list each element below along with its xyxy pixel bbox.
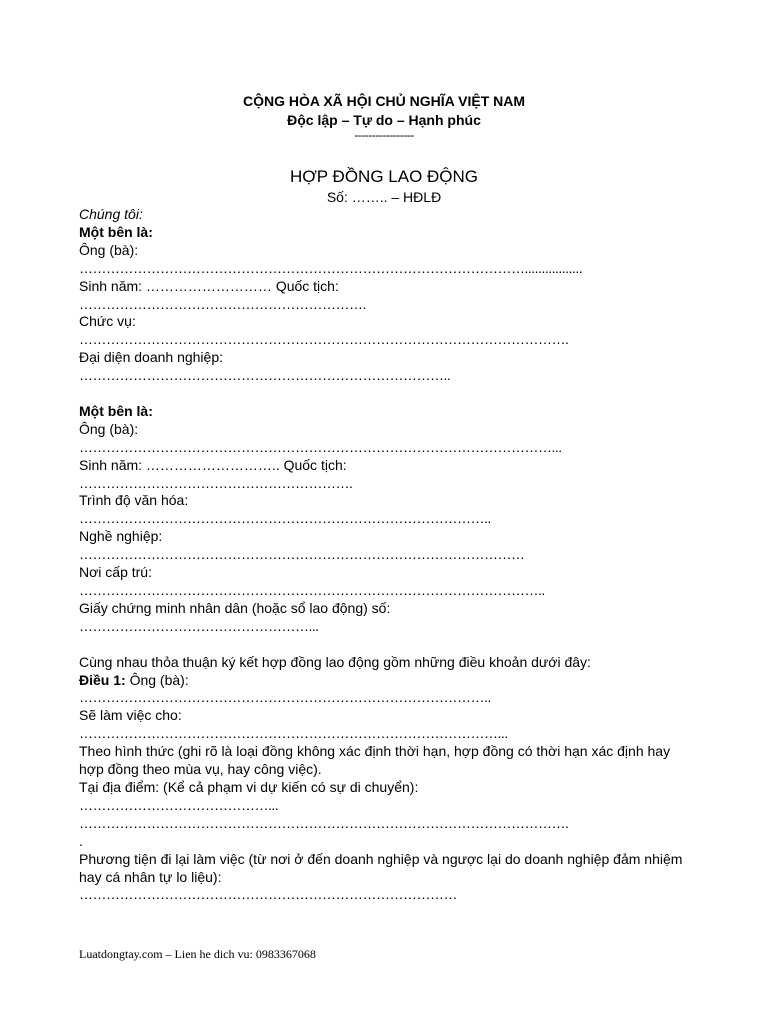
agreement-text: Cùng nhau thỏa thuận ký kết hợp đồng lao động gồm những điều khoản dưới đây: bbox=[79, 653, 591, 670]
party-b-residence-field: ………………………………………………………………………………………….. bbox=[79, 582, 545, 599]
document-title: HỢP ĐỒNG LAO ĐỘNG bbox=[289, 167, 479, 186]
party-a-name-field: ………………………………………………………………………………………................. bbox=[79, 259, 583, 276]
country-heading: CỘNG HÒA XÃ HỘI CHỦ NGHĨA VIỆT NAM bbox=[242, 93, 526, 109]
party-b-job-label: Nghề nghiệp: bbox=[79, 528, 163, 545]
party-a-rep-label: Đại diện doanh nghiệp: bbox=[79, 349, 224, 366]
article-1-place-field-1: ……………………………………... bbox=[79, 796, 279, 813]
article-1-place-field-2: ………………………………………………………………………………………………. bbox=[79, 814, 569, 831]
article-1-workfor-field: …………………………………………………………………………………... bbox=[79, 725, 508, 742]
party-b-id-label: Giấy chứng minh nhân dân (hoặc sổ lao động) số: bbox=[79, 599, 391, 616]
document-number: Số: …….. – HĐLĐ bbox=[326, 189, 442, 205]
article-1-line bbox=[79, 672, 691, 690]
party-b-education-label: Trình độ văn hóa: bbox=[79, 492, 189, 509]
article-1-name-label: Ông (bà): bbox=[125, 671, 189, 688]
document-body bbox=[79, 206, 691, 904]
article-1-form-text: Theo hình thức (ghi rõ là loại đồng không xác định thời hạn, hợp đồng có thời hạn xác định hay hợp đồng theo mùa vụ, hay công việc). bbox=[79, 743, 671, 778]
party-a-nationality-field: ………………………………………………………. bbox=[79, 295, 366, 312]
article-1-transport-text: Phương tiện đi lại làm việc (từ nơi ở đến doanh nghiệp và ngược lại do doanh nghiệp đảm nhiệm hay cá nhân tự lo liệu): bbox=[79, 850, 683, 885]
article-1-name-field: ……………………………………………………………………………….. bbox=[79, 689, 491, 706]
party-a-birth-label: Sinh năm: ……………………… Quốc tịch: bbox=[79, 277, 339, 294]
party-b-heading: Một bên là: bbox=[79, 402, 153, 419]
article-1-transport-field: ………………………………………………………………………… bbox=[79, 886, 457, 903]
party-b-id-field: ……………………………………………... bbox=[79, 617, 319, 634]
article-1-place-label: Tại địa điểm: (Kể cả phạm vi dự kiến có sự di chuyển): bbox=[79, 778, 419, 795]
party-a-name-label: Ông (bà): bbox=[79, 241, 139, 258]
intro-text: Chúng tôi: bbox=[79, 206, 143, 222]
spacer bbox=[79, 636, 691, 654]
party-b-residence-label: Nơi cấp trú: bbox=[79, 564, 152, 581]
header-rule: ----------------- bbox=[354, 128, 414, 142]
spacer bbox=[79, 385, 691, 403]
motto-heading: Độc lập – Tự do – Hạnh phúc bbox=[287, 112, 481, 128]
party-a-rep-field: ……………………………………………………………………….. bbox=[79, 367, 451, 384]
party-a-position-label: Chức vụ: bbox=[79, 313, 136, 330]
article-1-workfor-label: Sẽ làm việc cho: bbox=[79, 707, 182, 724]
party-b-nationality-field: ……………………………………………………. bbox=[79, 474, 353, 491]
party-b-name-field: ……………………………………………………………………………………………... bbox=[79, 438, 562, 455]
party-b-name-label: Ông (bà): bbox=[79, 420, 139, 437]
footer-contact: Luatdongtay.com – Lien he dich vu: 0983367068 bbox=[79, 947, 316, 961]
article-1-label: Điều 1: bbox=[79, 671, 126, 688]
party-a-position-field: ………………………………………………………………………………………………. bbox=[79, 331, 569, 348]
party-b-education-field: ……………………………………………………………………………….. bbox=[79, 510, 491, 527]
article-1-place-field-2-end: . bbox=[79, 832, 83, 849]
party-b-job-field: ……………………………………………………………………………………… bbox=[79, 546, 525, 563]
party-a-heading: Một bên là: bbox=[79, 223, 153, 240]
party-b-birth-label: Sinh năm: ……………………….. Quốc tịch: bbox=[79, 456, 347, 473]
